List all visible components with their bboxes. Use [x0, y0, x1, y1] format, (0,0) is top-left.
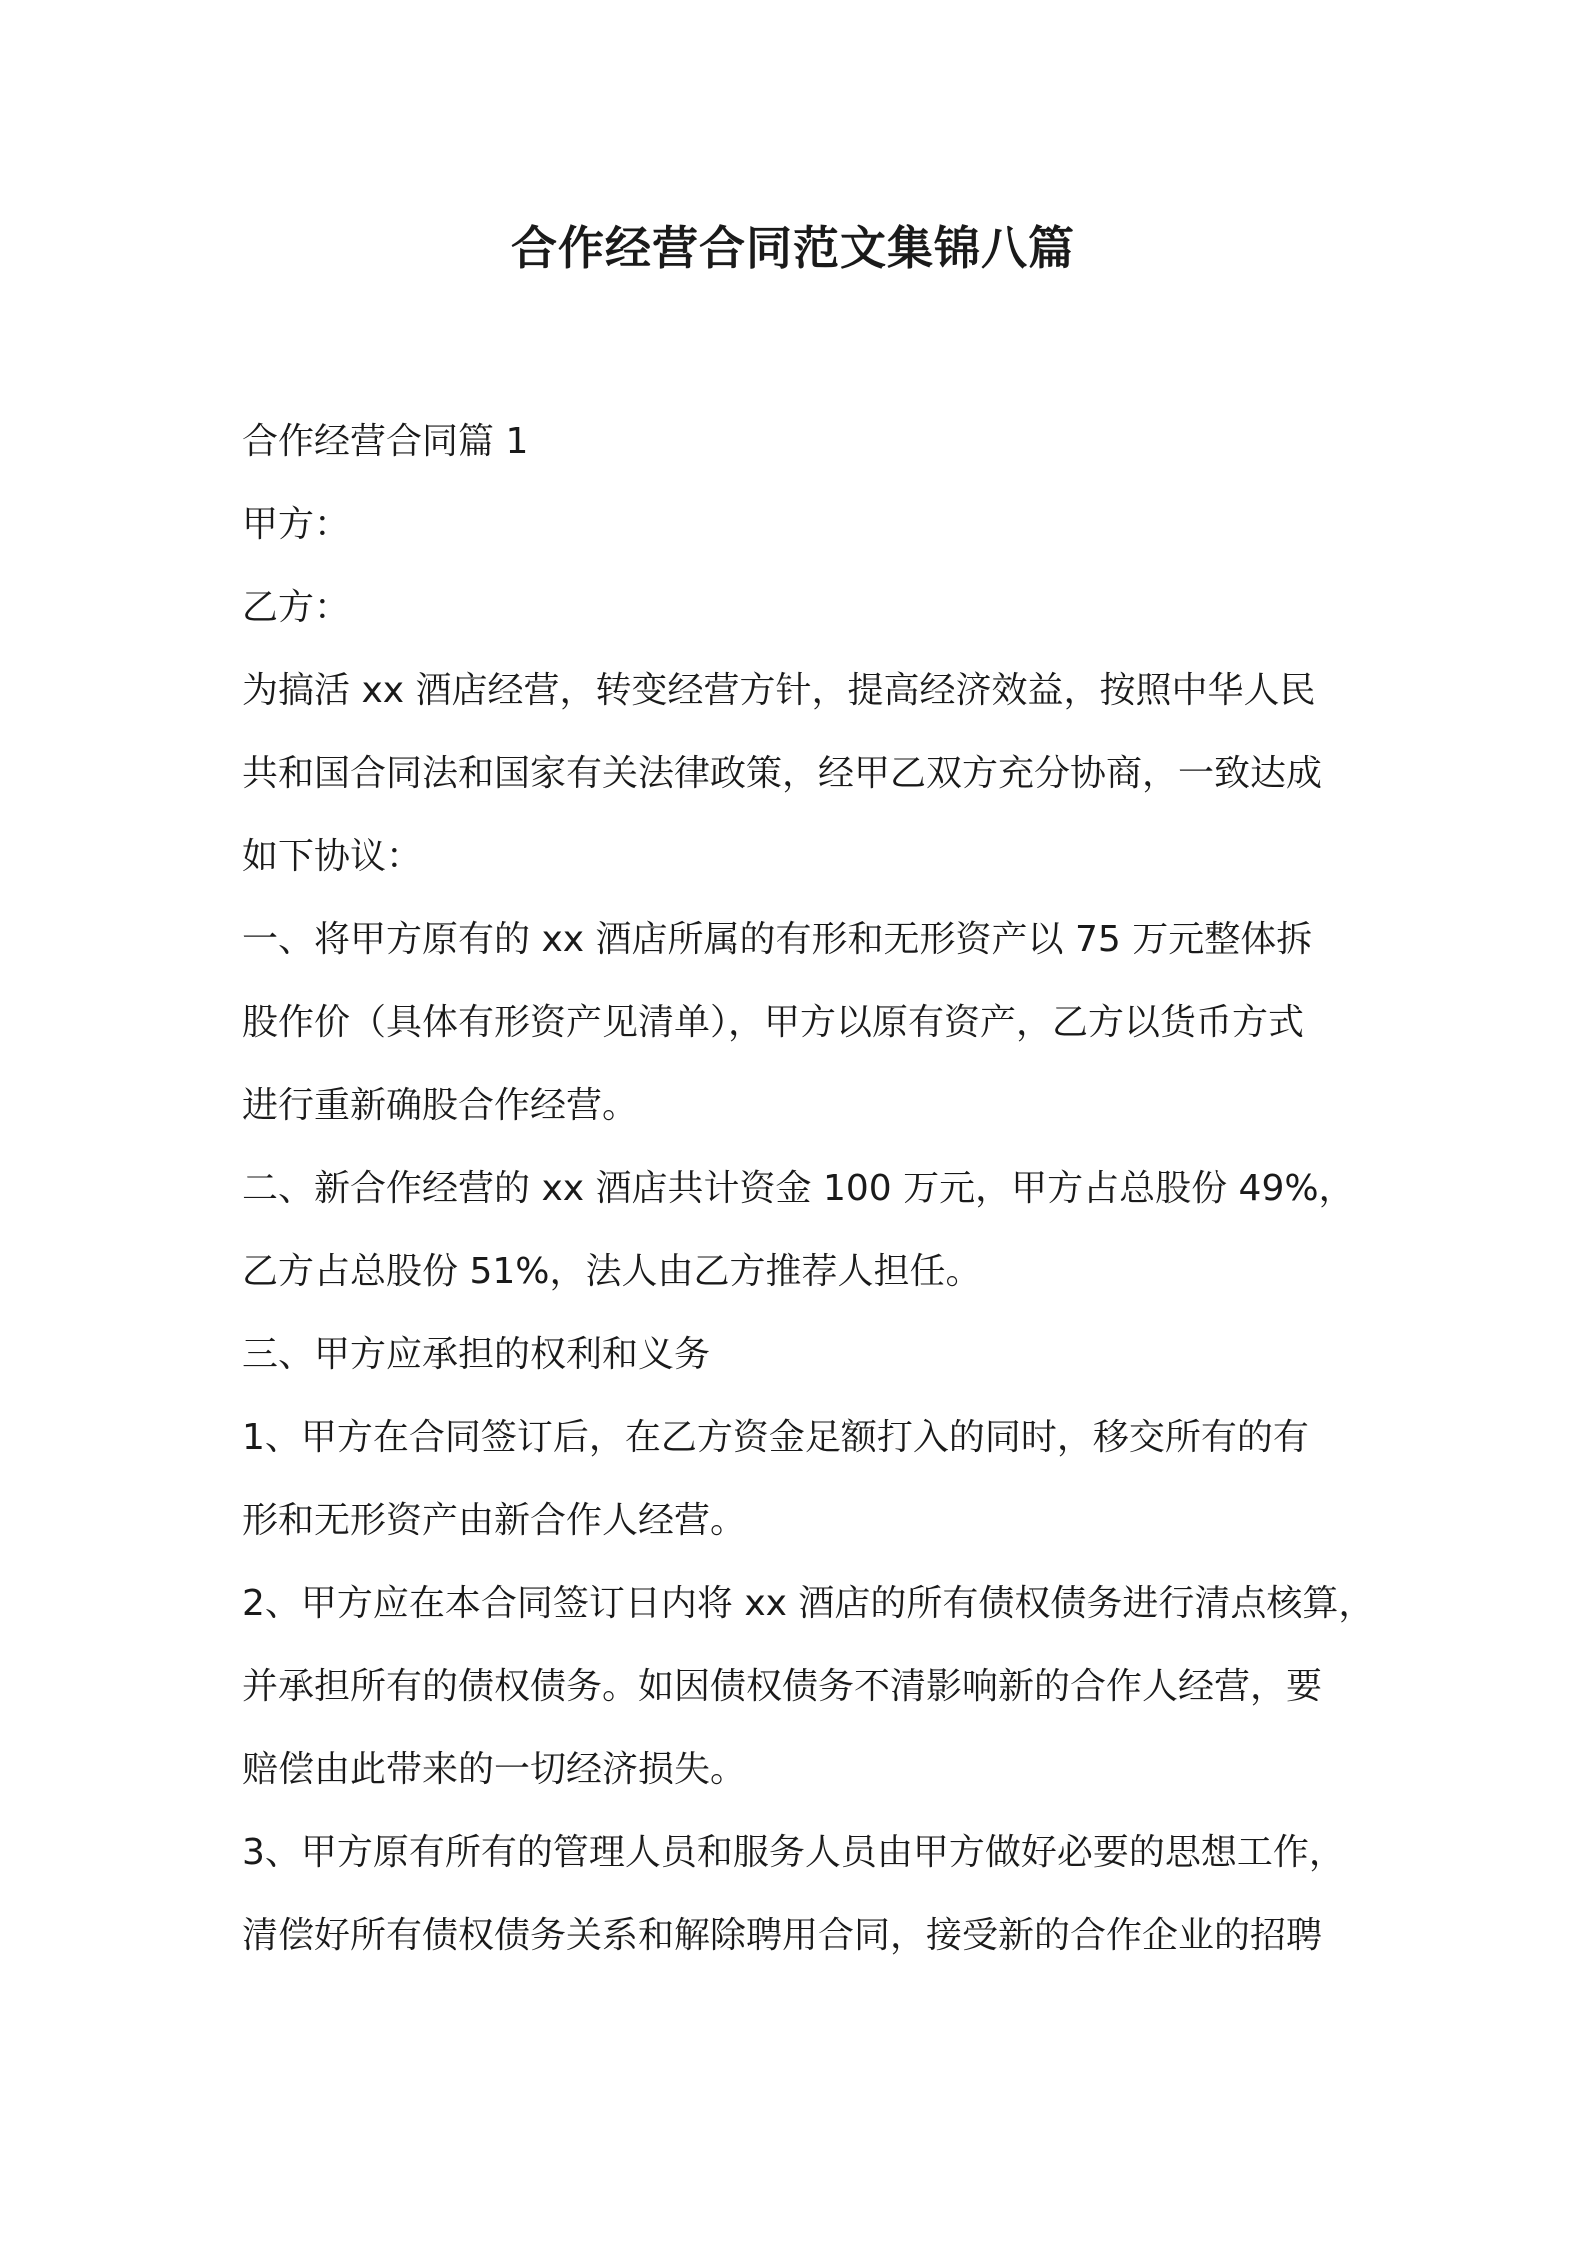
paragraph-section-heading: [242, 400, 1352, 483]
text-line: 二、新合作经营的 xx 酒店共计资金 100 万元，甲方占总股份 49%，: [242, 1168, 1355, 1209]
text-line: 乙方：: [242, 587, 351, 628]
paragraph-party-a: [242, 483, 1352, 566]
text-line: 一、将甲方原有的 xx 酒店所属的有形和无形资产以 75 万元整体拆: [242, 919, 1313, 960]
text-line: 乙方占总股份 51%，法人由乙方推荐人担任。: [242, 1251, 982, 1292]
text-line: 1、甲方在合同签订后，在乙方资金足额打入的同时，移交所有的有: [242, 1417, 1309, 1458]
text-line: 为搞活 xx 酒店经营，转变经营方针，提高经济效益，按照中华人民: [242, 670, 1316, 711]
paragraph-preamble: [242, 649, 1352, 898]
text-line: 甲方：: [242, 504, 351, 545]
document-title: 合作经营合同范文集锦八篇: [511, 221, 1075, 275]
text-line: 合作经营合同篇 1: [242, 421, 529, 462]
paragraph-item-1: [242, 1396, 1352, 1562]
text-line: 并承担所有的债权债务。如因债权债务不清影响新的合作人经营，要: [242, 1666, 1323, 1707]
paragraph-clause-2: [242, 1147, 1355, 1313]
text-line: 形和无形资产由新合作人经营。: [242, 1500, 747, 1541]
paragraph-item-2: [242, 1562, 1375, 1811]
text-line: 进行重新确股合作经营。: [242, 1085, 639, 1126]
text-line: 清偿好所有债权债务关系和解除聘用合同，接受新的合作企业的招聘: [242, 1915, 1323, 1956]
paragraph-item-3: [242, 1811, 1352, 1977]
text-line: 如下协议：: [242, 836, 423, 877]
paragraph-clause-1: [242, 898, 1352, 1147]
text-line: 赔偿由此带来的一切经济损失。: [242, 1749, 747, 1790]
paragraph-clause-3-heading: [242, 1313, 1352, 1396]
text-line: 共和国合同法和国家有关法律政策，经甲乙双方充分协商，一致达成: [242, 753, 1323, 794]
text-line: 股作价（具体有形资产见清单），甲方以原有资产，乙方以货币方式: [242, 1002, 1305, 1043]
document-body: [242, 400, 1375, 1977]
text-line: 三、甲方应承担的权利和义务: [242, 1334, 711, 1375]
text-line: 3、甲方原有所有的管理人员和服务人员由甲方做好必要的思想工作，: [242, 1832, 1345, 1873]
text-line: 2、甲方应在本合同签订日内将 xx 酒店的所有债权债务进行清点核算，: [242, 1583, 1375, 1624]
paragraph-party-b: [242, 566, 1352, 649]
